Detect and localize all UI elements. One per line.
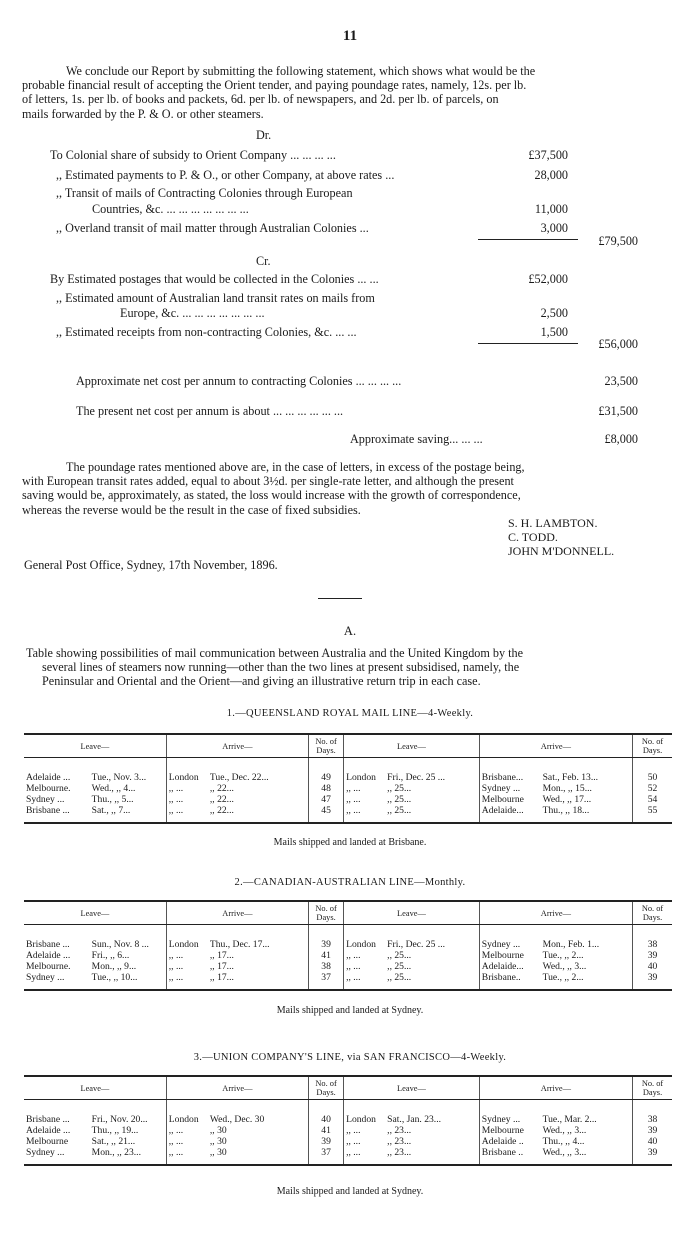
table-cell: Brisbane ... xyxy=(24,805,90,823)
table-cell: ,, 17... xyxy=(208,972,309,990)
dr-line: Countries, &c. ... ... ... ... ... ... ... xyxy=(92,202,249,216)
column-header-arrive: Arrive— xyxy=(166,1076,308,1100)
table-row xyxy=(24,758,672,784)
cr-amount: £52,000 xyxy=(528,272,568,286)
table-caption xyxy=(26,646,670,689)
table-cell: 39 xyxy=(647,950,658,961)
table-cell: ,, ... xyxy=(346,961,361,972)
cr-line: ,, Estimated receipts from non-contracting Colonies, &c. ... ... xyxy=(56,325,357,339)
table-row xyxy=(24,783,672,794)
intro-line: probable financial result of accepting the Orient tender, and paying poundage rates, namely, 12s. per lb. xyxy=(22,78,527,93)
table-cell: ,, 17... xyxy=(208,961,309,972)
table-cell: London xyxy=(168,939,199,950)
table-cell: 39 xyxy=(309,1136,344,1147)
table-cell: ,, ... xyxy=(168,950,184,961)
caption-line: Peninsular and Oriental and the Orient—and giving an illustrative return trip in each case. xyxy=(42,674,481,689)
table-cell: Brisbane ... xyxy=(26,1114,70,1125)
table-cell: 45 xyxy=(309,805,344,823)
table-cell: 55 xyxy=(633,805,672,823)
table-cell: ,, 25... xyxy=(385,805,479,823)
dr-amount: £37,500 xyxy=(528,148,568,162)
table-cell: Sat., Feb. 13... xyxy=(541,758,633,784)
appendix-letter: A. xyxy=(343,624,357,638)
section-divider xyxy=(318,598,362,599)
table-cell: 38 xyxy=(647,939,658,950)
table-cell: London xyxy=(346,1114,376,1125)
present-cost-value: £31,500 xyxy=(598,404,638,418)
table-row xyxy=(24,1147,672,1165)
table-cell: Sat., ,, 21... xyxy=(90,1136,167,1147)
table-cell: London xyxy=(346,772,376,783)
account-statement xyxy=(0,128,700,448)
dr-line: ,, Overland transit of mail matter through Australian Colonies ... xyxy=(56,221,369,235)
table-cell: 50 xyxy=(647,772,658,783)
column-header-leave: Leave— xyxy=(344,901,480,925)
column-header-arrive: Arrive— xyxy=(479,901,632,925)
table-cell: ,, ... xyxy=(168,783,184,794)
signatory: JOHN M'DONNELL. xyxy=(508,544,615,558)
table-cell: ,, ... xyxy=(344,1147,386,1165)
table-cell: ,, 30 xyxy=(208,1147,309,1165)
column-header-leave: Leave— xyxy=(24,1076,166,1100)
table-cell: 39 xyxy=(309,925,344,951)
caption-line: several lines of steamers now running—other than the two lines at present subsidised, namely, the xyxy=(42,660,520,675)
table-cell: Adelaide... xyxy=(481,961,524,972)
table-cell: London xyxy=(168,772,199,783)
table-cell: Melbourne xyxy=(481,1125,524,1136)
table-cell: ,, ... xyxy=(346,950,361,961)
table-cell: ,, 25... xyxy=(385,961,479,972)
table-row xyxy=(24,805,672,823)
cr-line: By Estimated postages that would be collected in the Colonies ... ... xyxy=(50,272,379,286)
table-cell: Melbourne xyxy=(481,950,524,961)
cr-label: Cr. xyxy=(256,254,271,268)
table-cell: Thu., Dec. 17... xyxy=(208,925,309,951)
net-cost-value: 23,500 xyxy=(604,374,638,388)
column-header-days: No. of Days. xyxy=(633,734,672,758)
table-cell: Adelaide... xyxy=(479,805,540,823)
table-row xyxy=(24,794,672,805)
table-cell: Mon., Feb. 1... xyxy=(541,925,633,951)
table-cell: ,, 25... xyxy=(385,950,479,961)
table-cell: Wed., Dec. 30 xyxy=(208,1100,309,1126)
table-cell: Sydney ... xyxy=(481,783,521,794)
table-cell: ,, 25... xyxy=(385,794,479,805)
table-cell: Brisbane .. xyxy=(479,1147,540,1165)
table-cell: ,, ... xyxy=(344,805,386,823)
table-cell: Adelaide ... xyxy=(26,950,71,961)
column-header-leave: Leave— xyxy=(24,901,166,925)
column-header-arrive: Arrive— xyxy=(479,1076,632,1100)
dr-line: ,, Transit of mails of Contracting Colonies through European xyxy=(56,186,353,200)
table-cell: London xyxy=(168,1114,199,1125)
table-cell: Mon., ,, 15... xyxy=(541,783,633,794)
table-cell: Fri., Dec. 25 ... xyxy=(385,758,479,784)
table-cell: 48 xyxy=(309,783,344,794)
table-cell: ,, ... xyxy=(168,1136,184,1147)
table-cell: Melbourne. xyxy=(26,783,71,794)
table-cell: Tue., ,, 2... xyxy=(541,972,633,990)
table-cell: Wed., ,, 3... xyxy=(541,961,633,972)
table-cell: 38 xyxy=(309,961,344,972)
table-cell: Wed., ,, 3... xyxy=(541,1147,633,1165)
table-cell: 41 xyxy=(309,1125,344,1136)
table-cell: Fri., Dec. 25 ... xyxy=(385,925,479,951)
table-cell: Wed., ,, 17... xyxy=(541,794,633,805)
table-cell: ,, 23... xyxy=(385,1125,479,1136)
table-row xyxy=(24,1100,672,1126)
saving-value: £8,000 xyxy=(604,432,638,446)
table-cell: 37 xyxy=(309,1147,344,1165)
table-cell: 40 xyxy=(309,1100,344,1126)
table-cell: 41 xyxy=(309,950,344,961)
dr-total: £79,500 xyxy=(598,234,638,248)
table-cell: Sydney ... xyxy=(24,972,90,990)
column-header-arrive: Arrive— xyxy=(166,901,308,925)
table-cell: 54 xyxy=(647,794,658,805)
dr-line: To Colonial share of subsidy to Orient Company ... ... ... ... xyxy=(50,148,336,162)
intro-line: mails forwarded by the P. & O. or other steamers. xyxy=(22,106,264,121)
column-header-days: No. of Days. xyxy=(309,734,344,758)
table-cell: Thu., ,, 4... xyxy=(541,1136,633,1147)
table-cell: ,, 25... xyxy=(385,972,479,990)
intro-paragraph xyxy=(22,64,666,121)
table-cell: 40 xyxy=(647,961,658,972)
closing-line: with European transit rates added, equal to about 3½d. per single-rate letter, and although the present xyxy=(22,474,514,489)
table-cell: ,, ... xyxy=(344,972,386,990)
table-cell: Tue., ,, 10... xyxy=(90,972,167,990)
table-cell: Mon., ,, 9... xyxy=(90,961,167,972)
table-cell: Sydney ... xyxy=(481,939,521,950)
closing-line: whereas the reverse would be the result in the case of fixed subsidies. xyxy=(22,502,361,517)
table-cell: Fri., ,, 6... xyxy=(90,950,167,961)
table-header-row xyxy=(24,1076,672,1100)
signatory: C. TODD. xyxy=(508,530,558,544)
table-cell: 40 xyxy=(647,1136,658,1147)
caption-line: Table showing possibilities of mail communication between Australia and the United Kingdom by the xyxy=(26,646,524,660)
table-row xyxy=(24,950,672,961)
table-cell: ,, ... xyxy=(168,1125,184,1136)
table-cell: ,, 25... xyxy=(385,783,479,794)
cr-amount: 1,500 xyxy=(540,325,568,339)
intro-line: We conclude our Report by submitting the following statement, which shows what would be the xyxy=(66,64,536,78)
table-cell: ,, ... xyxy=(166,805,208,823)
place-date: General Post Office, Sydney, 17th November, 1896. xyxy=(24,558,278,572)
table-cell: Thu., ,, 19... xyxy=(90,1125,167,1136)
table-cell: ,, ... xyxy=(346,1136,361,1147)
table-header-row xyxy=(24,734,672,758)
table-cell: 37 xyxy=(309,972,344,990)
table-cell: Sydney ... xyxy=(24,1147,90,1165)
table-cell: Thu., ,, 5... xyxy=(90,794,167,805)
cr-total: £56,000 xyxy=(598,337,638,351)
table-cell: Melbourne. xyxy=(26,961,71,972)
dr-amount: 11,000 xyxy=(534,202,568,216)
table-cell: 39 xyxy=(647,1125,658,1136)
table-cell: Wed., ,, 3... xyxy=(541,1125,633,1136)
column-header-leave: Leave— xyxy=(344,1076,480,1100)
table-cell: Wed., ,, 4... xyxy=(90,783,167,794)
table-cell: ,, 22... xyxy=(208,805,309,823)
table-cell: Adelaide ... xyxy=(26,772,71,783)
mail-table-1 xyxy=(24,733,672,824)
column-header-arrive: Arrive— xyxy=(479,734,632,758)
table-cell: ,, ... xyxy=(346,783,361,794)
table-cell: Melbourne xyxy=(481,794,524,805)
table-cell: 39 xyxy=(633,972,672,990)
table-title: 3.—UNION COMPANY'S LINE, via SAN FRANCISCO—4-Weekly. xyxy=(193,1052,507,1063)
table-cell: Fri., Nov. 20... xyxy=(90,1100,167,1126)
column-header-leave: Leave— xyxy=(344,734,480,758)
table-cell: Sydney ... xyxy=(481,1114,521,1125)
column-header-arrive: Arrive— xyxy=(166,734,308,758)
table-cell: 52 xyxy=(647,783,658,794)
table-cell: 49 xyxy=(309,758,344,784)
table-cell: ,, ... xyxy=(346,1125,361,1136)
table-cell: ,, 30 xyxy=(208,1136,309,1147)
closing-paragraph xyxy=(22,460,666,517)
table-note: Mails shipped and landed at Sydney. xyxy=(276,1186,424,1197)
table-cell: 39 xyxy=(633,1147,672,1165)
table-cell: Sat., ,, 7... xyxy=(90,805,167,823)
table-cell: Melbourne xyxy=(26,1136,69,1147)
table-note: Mails shipped and landed at Sydney. xyxy=(276,1005,424,1016)
table-cell: Sydney ... xyxy=(26,794,65,805)
cr-amount: 2,500 xyxy=(540,306,568,320)
dr-line: ,, Estimated payments to P. & O., or other Company, at above rates ... xyxy=(56,168,395,182)
dr-amount: 3,000 xyxy=(540,221,568,235)
table-title: 2.—CANADIAN-AUSTRALIAN LINE—Monthly. xyxy=(234,877,466,888)
net-cost-label: Approximate net cost per annum to contracting Colonies ... ... ... ... xyxy=(76,374,402,388)
page-number: 11 xyxy=(342,28,358,44)
table-cell: Sun., Nov. 8 ... xyxy=(90,925,167,951)
table-row xyxy=(24,1136,672,1147)
dr-label: Dr. xyxy=(256,128,272,142)
table-title: 1.—QUEENSLAND ROYAL MAIL LINE—4-Weekly. xyxy=(226,708,474,719)
table-row xyxy=(24,972,672,990)
table-cell: ,, 30 xyxy=(208,1125,309,1136)
table-cell: Tue., Mar. 2... xyxy=(541,1100,633,1126)
cr-line: ,, Estimated amount of Australian land transit rates on mails from xyxy=(56,291,375,305)
table-cell: ,, ... xyxy=(166,972,208,990)
intro-line: of letters, 1s. per lb. of books and packets, 6d. per lb. of newspapers, and 2d. per lb. of parcels, on xyxy=(22,92,499,107)
table-cell: ,, 23... xyxy=(385,1136,479,1147)
table-cell: ,, ... xyxy=(168,794,184,805)
column-header-days: No. of Days. xyxy=(633,1076,672,1100)
table-cell: Brisbane ... xyxy=(26,939,70,950)
column-header-days: No. of Days. xyxy=(633,901,672,925)
cr-line: Europe, &c. ... ... ... ... ... ... ... xyxy=(120,306,265,320)
closing-line: The poundage rates mentioned above are, in the case of letters, in excess of the postage being, xyxy=(66,460,525,474)
dr-amount: 28,000 xyxy=(534,168,568,182)
table-cell: Sat., Jan. 23... xyxy=(385,1100,479,1126)
table-cell: ,, ... xyxy=(346,794,361,805)
table-row xyxy=(24,1125,672,1136)
column-header-days: No. of Days. xyxy=(309,901,344,925)
table-cell: Adelaide ... xyxy=(26,1125,71,1136)
table-cell: Tue., ,, 2... xyxy=(541,950,633,961)
table-cell: Tue., Nov. 3... xyxy=(90,758,167,784)
table-cell: Thu., ,, 18... xyxy=(541,805,633,823)
table-cell: ,, ... xyxy=(166,1147,208,1165)
table-cell: 47 xyxy=(309,794,344,805)
table-header-row xyxy=(24,901,672,925)
saving-label: Approximate saving... ... ... xyxy=(350,432,483,446)
table-cell: ,, 23... xyxy=(385,1147,479,1165)
table-cell: Brisbane... xyxy=(481,772,524,783)
column-header-days: No. of Days. xyxy=(309,1076,344,1100)
table-cell: Adelaide .. xyxy=(481,1136,524,1147)
mail-table-2 xyxy=(24,900,672,991)
table-cell: ,, 22... xyxy=(208,794,309,805)
table-cell: Mon., ,, 23... xyxy=(90,1147,167,1165)
table-cell: ,, 22... xyxy=(208,783,309,794)
table-cell: 38 xyxy=(647,1114,658,1125)
closing-line: saving would be, approximately, as stated, the loss would increase with the growth of correspondence, xyxy=(22,488,521,503)
table-cell: Tue., Dec. 22... xyxy=(208,758,309,784)
table-cell: ,, ... xyxy=(168,961,184,972)
column-header-leave: Leave— xyxy=(24,734,166,758)
mail-table-3 xyxy=(24,1075,672,1166)
signatory: S. H. LAMBTON. xyxy=(508,516,598,530)
table-cell: Brisbane.. xyxy=(479,972,540,990)
present-cost-label: The present net cost per annum is about ... ... ... ... ... ... xyxy=(76,404,344,418)
table-row xyxy=(24,925,672,951)
table-row xyxy=(24,961,672,972)
table-cell: ,, 17... xyxy=(208,950,309,961)
table-cell: London xyxy=(346,939,376,950)
table-note: Mails shipped and landed at Brisbane. xyxy=(273,837,427,848)
